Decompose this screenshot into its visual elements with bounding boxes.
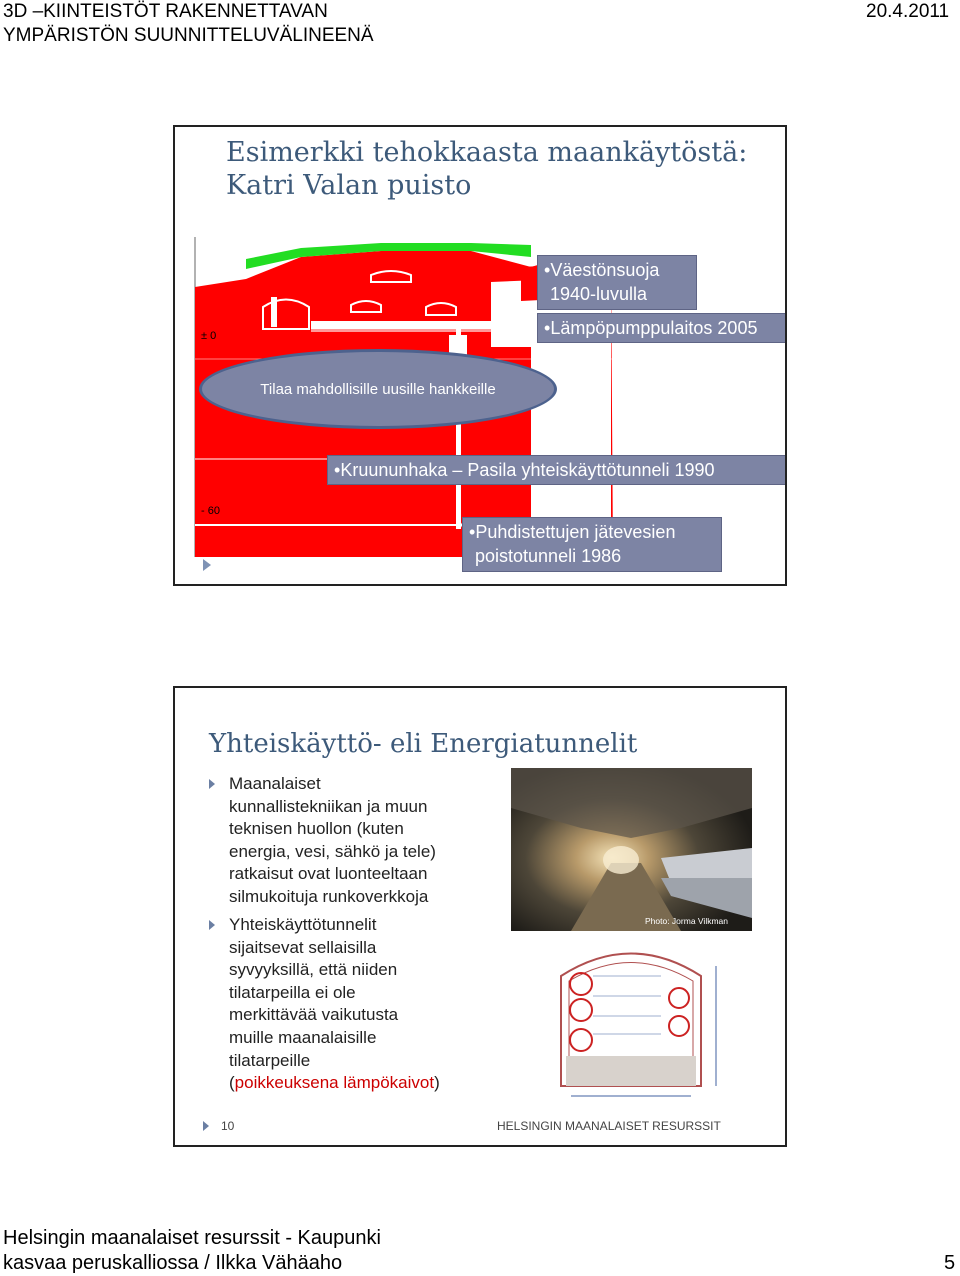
tunnel-cross-section-drawing xyxy=(511,936,752,1104)
slide-1-title-line1: Esimerkki tehokkaasta maankäytöstä: xyxy=(226,137,748,168)
slide-1-nav-arrow-icon xyxy=(203,559,211,571)
callout-waste-line2: poistotunneli 1986 xyxy=(475,546,622,566)
header-date: 20.4.2011 xyxy=(866,1,950,22)
slide-1 xyxy=(173,125,787,586)
callout-shelter xyxy=(537,255,697,310)
callout-heatpump-text: Lämpöpumppulaitos 2005 xyxy=(550,318,758,338)
callout-waste-line1: • Puhdistettujen jätevesien xyxy=(469,520,715,544)
callout-tunnel xyxy=(327,455,787,485)
footer-line2: kasvaa peruskalliossa / Ilkka Vähäaho xyxy=(3,1252,343,1274)
bullet-2-text: Yhteiskäyttötunnelit sijaitsevat sellaisilla syvyyksillä, että niiden tilatarpeilla ei ole merkittävää vaikutusta muille maanalaisille tilatarpeille (poikkeuksena lämpökaivot) xyxy=(229,914,489,1095)
slide-2-footer-label: HELSINGIN MAANALAISET RESURSSIT xyxy=(497,1119,721,1133)
level-minus-label: - 60 xyxy=(201,505,220,517)
callout-heatpump xyxy=(537,313,787,343)
slide-1-title-line2: Katri Valan puisto xyxy=(226,170,472,201)
slide-2 xyxy=(173,686,787,1147)
new-projects-text: Tilaa mahdollisille uusille hankkeille xyxy=(260,380,496,398)
footer-line1: Helsingin maanalaiset resurssit - Kaupunki xyxy=(3,1227,381,1249)
tunnel-photo xyxy=(511,768,752,931)
bullet-arrow-icon xyxy=(209,779,215,789)
header-title-line2: YMPÄRISTÖN SUUNNITTELUVÄLINEENÄ xyxy=(3,25,374,46)
header-title-line1: 3D –KIINTEISTÖT RAKENNETTAVAN xyxy=(3,1,328,22)
bullet-arrow-icon xyxy=(209,920,215,930)
callout-waste xyxy=(462,517,722,572)
photo-credit: Photo: Jorma Vilkman xyxy=(645,916,728,926)
slide-2-title: Yhteiskäyttö- eli Energiatunnelit xyxy=(209,729,638,759)
bullet-1-text: Maanalaiset kunnallistekniikan ja muun teknisen huollon (kuten energia, vesi, sähkö ja tele) ratkaisut ovat luonteeltaan silmukoituja runkoverkkoja xyxy=(229,774,436,906)
callout-shelter-line1: • Väestönsuoja xyxy=(544,258,690,282)
footer-page-number: 5 xyxy=(944,1252,956,1274)
new-projects-ellipse xyxy=(199,349,557,429)
bullet-2-last-line: (poikkeuksena lämpökaivot) xyxy=(229,1073,440,1093)
callout-shelter-line2: 1940-luvulla xyxy=(550,284,648,304)
highlight-geothermal: poikkeuksena lämpökaivot xyxy=(234,1073,435,1093)
slide-2-page-number: 10 xyxy=(221,1119,235,1133)
footer-arrow-icon xyxy=(203,1121,209,1131)
callout-tunnel-text: Kruununhaka – Pasila yhteiskäyttötunneli 1990 xyxy=(340,460,715,480)
level-zero-label: ± 0 xyxy=(201,330,217,342)
